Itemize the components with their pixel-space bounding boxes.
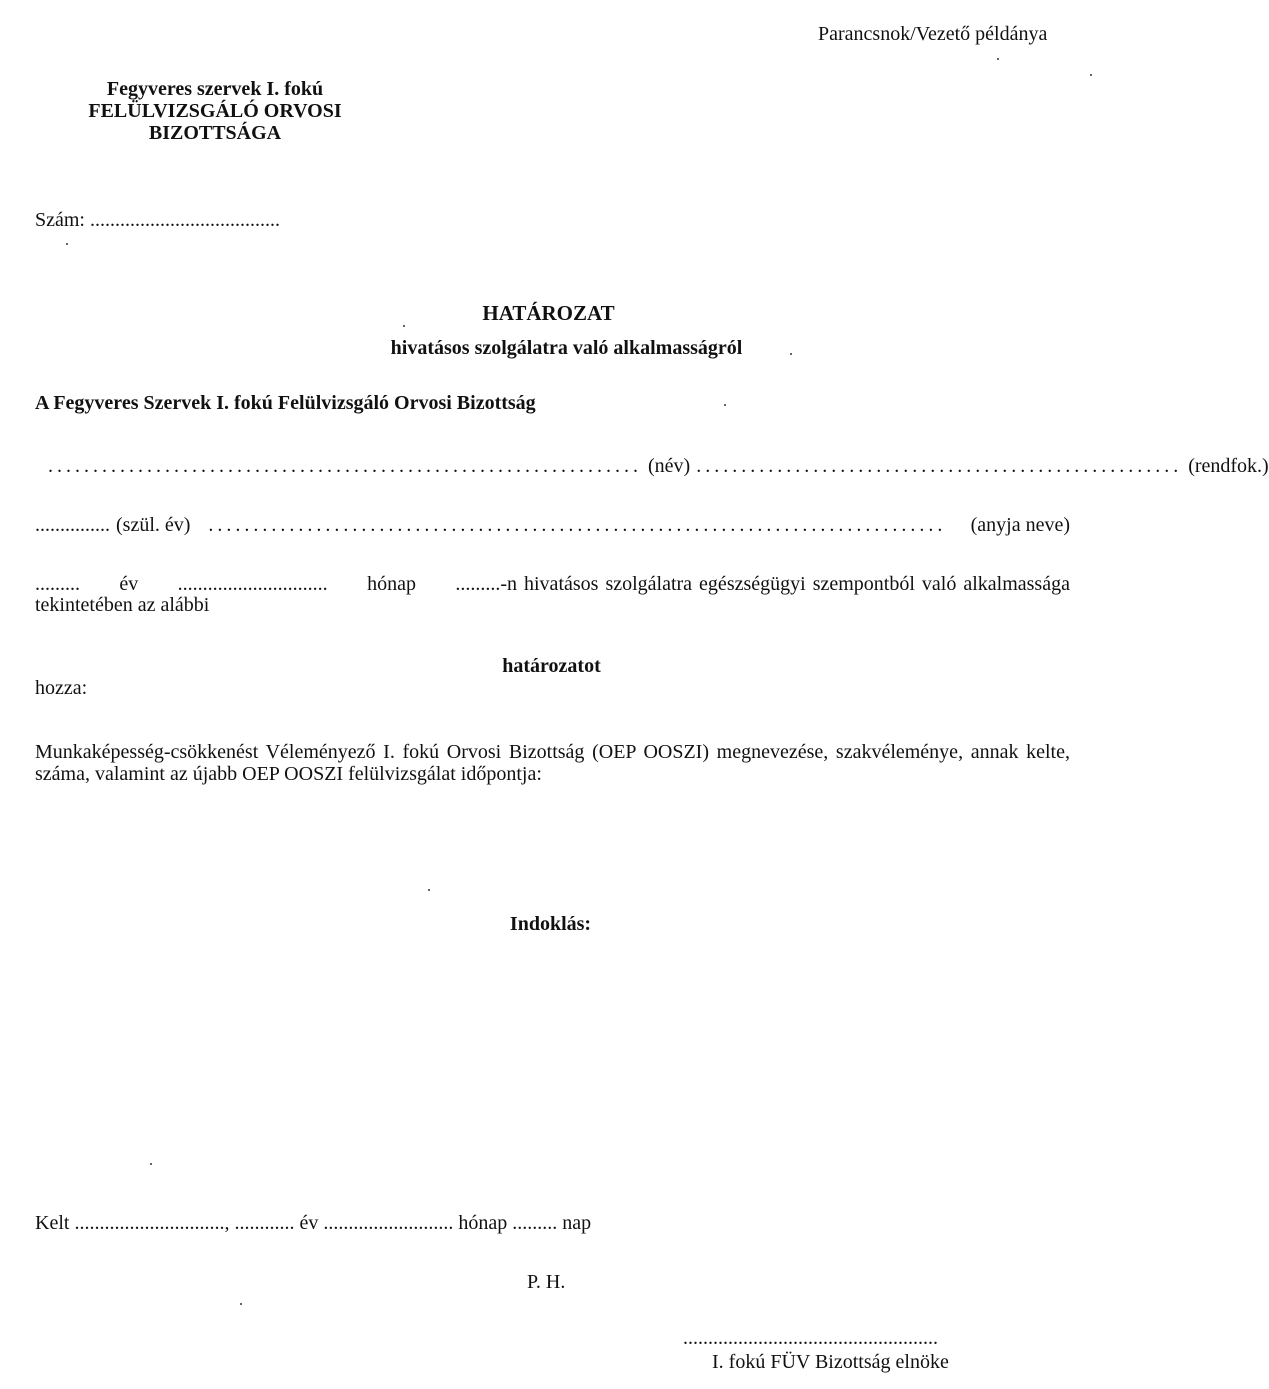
mother-blank[interactable]: .................................................................................. xyxy=(208,514,947,536)
issuer-line-1: Fegyveres szervek I. fokú xyxy=(106,78,324,100)
exam-month-blank[interactable]: .............................. xyxy=(177,573,328,595)
number-row xyxy=(35,210,280,230)
rank-label: (rendfok.) xyxy=(1188,455,1269,477)
exam-text-tail: -n hivatásos szolgálatra egészségügyi szempontból való alkalmassága xyxy=(500,573,1070,595)
scan-speck xyxy=(428,889,430,891)
scan-speck xyxy=(724,404,726,406)
scan-speck xyxy=(1090,74,1092,76)
dated-label: Kelt xyxy=(35,1212,70,1234)
justification-heading: Indoklás: xyxy=(509,913,592,935)
scan-speck xyxy=(240,1303,242,1305)
issuer-line-3: BIZOTTSÁGA xyxy=(148,122,282,144)
scan-speck xyxy=(997,58,999,60)
exam-month-word: hónap xyxy=(367,573,416,595)
name-rank-row xyxy=(48,455,1269,477)
copy-label: Parancsnok/Vezető példánya xyxy=(818,23,1048,45)
oep-paragraph: Munkaképesség-csökkenést Véleményező I. fokú Orvosi Bizottság (OEP OOSZI) megnevezése, szakvéleménye, annak kelte, száma, valamint az újabb OEP OOSZI felülvizsgálat időpontja: xyxy=(35,741,1070,785)
exam-text-line-2: tekintetében az alábbi xyxy=(35,594,210,616)
name-label: (név) xyxy=(648,455,691,477)
rank-blank[interactable]: ...................................................... xyxy=(696,455,1183,477)
signature-line[interactable]: ................................................... xyxy=(683,1327,938,1349)
birth-label: (szül. év) xyxy=(116,514,191,536)
exam-day-blank[interactable]: ......... xyxy=(455,573,501,595)
mother-label: (anyja neve) xyxy=(970,514,1070,536)
dated-row xyxy=(35,1213,591,1233)
signature-title: I. fokú FÜV Bizottság elnöke xyxy=(712,1351,949,1373)
birth-blank[interactable]: ............... xyxy=(35,514,110,536)
issuer-line-2: FELÜLVIZSGÁLÓ ORVOSI xyxy=(88,100,342,122)
dated-year-blank[interactable]: ............ xyxy=(234,1212,295,1234)
seal-label: P. H. xyxy=(527,1271,566,1293)
scan-speck xyxy=(790,353,792,355)
dated-place-blank[interactable]: .............................., xyxy=(74,1212,230,1234)
name-blank[interactable]: .................................................................. xyxy=(48,455,642,477)
scan-speck xyxy=(66,243,68,245)
intro-line: A Fegyveres Szervek I. fokú Felülvizsgáló Orvosi Bizottság xyxy=(35,392,536,414)
document-title: HATÁROZAT xyxy=(482,301,615,325)
number-blank[interactable]: ...................................... xyxy=(90,209,280,231)
dated-year-word: év xyxy=(299,1212,319,1234)
document-subtitle: hivatásos szolgálatra való alkalmasságról xyxy=(390,337,743,359)
scan-speck xyxy=(150,1163,152,1165)
decision-tail: hozza: xyxy=(35,677,88,699)
birth-mother-row xyxy=(35,515,1070,535)
decision-word: határozatot xyxy=(502,655,601,677)
scan-speck xyxy=(403,325,405,327)
dated-day-blank[interactable]: ......... xyxy=(512,1212,558,1234)
exam-year-blank[interactable]: ......... xyxy=(35,573,80,595)
exam-date-row xyxy=(35,574,1070,594)
number-label: Szám: xyxy=(35,209,85,231)
issuer-block xyxy=(50,78,380,144)
exam-year-word: év xyxy=(119,573,139,595)
dated-day-word: nap xyxy=(562,1212,592,1234)
dated-month-word: hónap xyxy=(458,1212,508,1234)
dated-month-blank[interactable]: .......................... xyxy=(323,1212,454,1234)
